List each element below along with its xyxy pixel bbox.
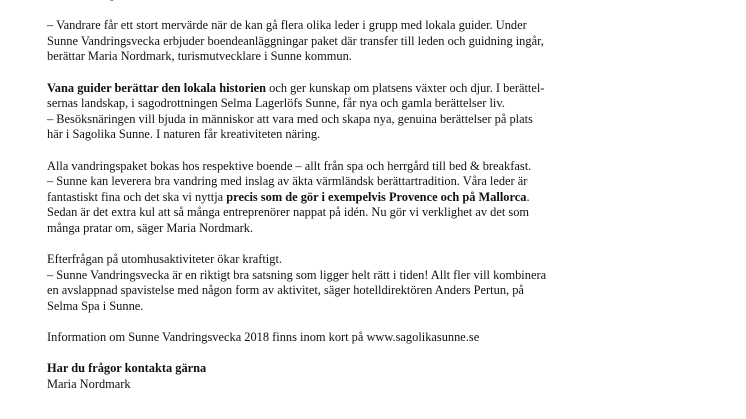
paragraph-quote-nordmark-1: [47, 18, 707, 65]
contact-block: [47, 361, 707, 392]
text-line: Information om Sunne Vandringsvecka 2018 finns inom kort på www.sagolikasunne.se: [47, 330, 480, 345]
text-line: Sunne Vandringsvecka erbjuder boendeanläggningar paket där transfer till leden och guidning ingår,: [47, 33, 544, 48]
text-line: berättar Maria Nordmark, turismutvecklare i Sunne kommun.: [47, 49, 352, 64]
text-line: många pratar om, säger Maria Nordmark.: [47, 220, 254, 235]
text-run: .: [526, 189, 530, 204]
contact-heading: Har du frågor kontakta gärna: [47, 361, 207, 376]
text-line: [47, 81, 707, 97]
paragraph-gap: [47, 346, 707, 362]
text-run: fantastiskt fina och det ska vi nyttja: [47, 189, 227, 204]
text-line: här i Sagolika Sunne. I naturen får kreativiteten näring.: [47, 127, 321, 142]
text-run: och ger kunskap om platsens växter och djur. I berättel-: [266, 80, 545, 95]
paragraph-information: [47, 330, 707, 346]
text-line: – Sunne kan leverera bra vandring med inslag av äkta värmländsk berättartradition. Våra leder är: [47, 174, 528, 189]
text-line: – Besöksnäringen vill bjuda in människor att vara med och skapa nya, genuina berättelser på plats: [47, 111, 533, 126]
contact-name: Maria Nordmark: [47, 376, 131, 391]
paragraph-guides: [47, 81, 707, 143]
text-line: – Sunne Vandringsvecka är en riktigt bra satsning som ligger helt rätt i tiden! Allt fler vill kombinera: [47, 267, 547, 282]
document-page: [47, 0, 707, 392]
text-line: Selma Spa i Sunne.: [47, 298, 144, 313]
text-line: [47, 190, 707, 206]
paragraph-demand: [47, 252, 707, 314]
paragraph-gap: [47, 143, 707, 159]
bold-lead-text: Vana guider berättar den lokala historien: [47, 80, 267, 95]
text-line: Efterfrågan på utomhusaktiviteter ökar kraftigt.: [47, 252, 282, 267]
text-line: en avslappnad spavistelse med någon form av aktivitet, säger hotelldirektören Anders Pertun, på: [47, 283, 524, 298]
bold-emphasis-text: precis som de gör i exempelvis Provence och på Mallorca: [226, 189, 527, 204]
text-line: Alla vandringspaket bokas hos respektive boende – allt från spa och herrgård till bed & breakfast.: [47, 158, 532, 173]
paragraph-gap: [47, 3, 707, 19]
text-line: sernas landskap, i sagodrottningen Selma Lagerlöfs Sunne, får nya och gamla berättelser liv.: [47, 96, 505, 111]
text-line: Sedan är det extra kul att så många entreprenörer nappat på idén. Nu gör vi verklighet av det som: [47, 205, 530, 220]
text-line: – Vandrare får ett stort mervärde när de kan gå flera olika leder i grupp med lokala guider. Under: [47, 18, 527, 33]
paragraph-gap: [47, 65, 707, 81]
paragraph-booking: [47, 159, 707, 237]
paragraph-gap: [47, 314, 707, 330]
paragraph-gap: [47, 237, 707, 253]
